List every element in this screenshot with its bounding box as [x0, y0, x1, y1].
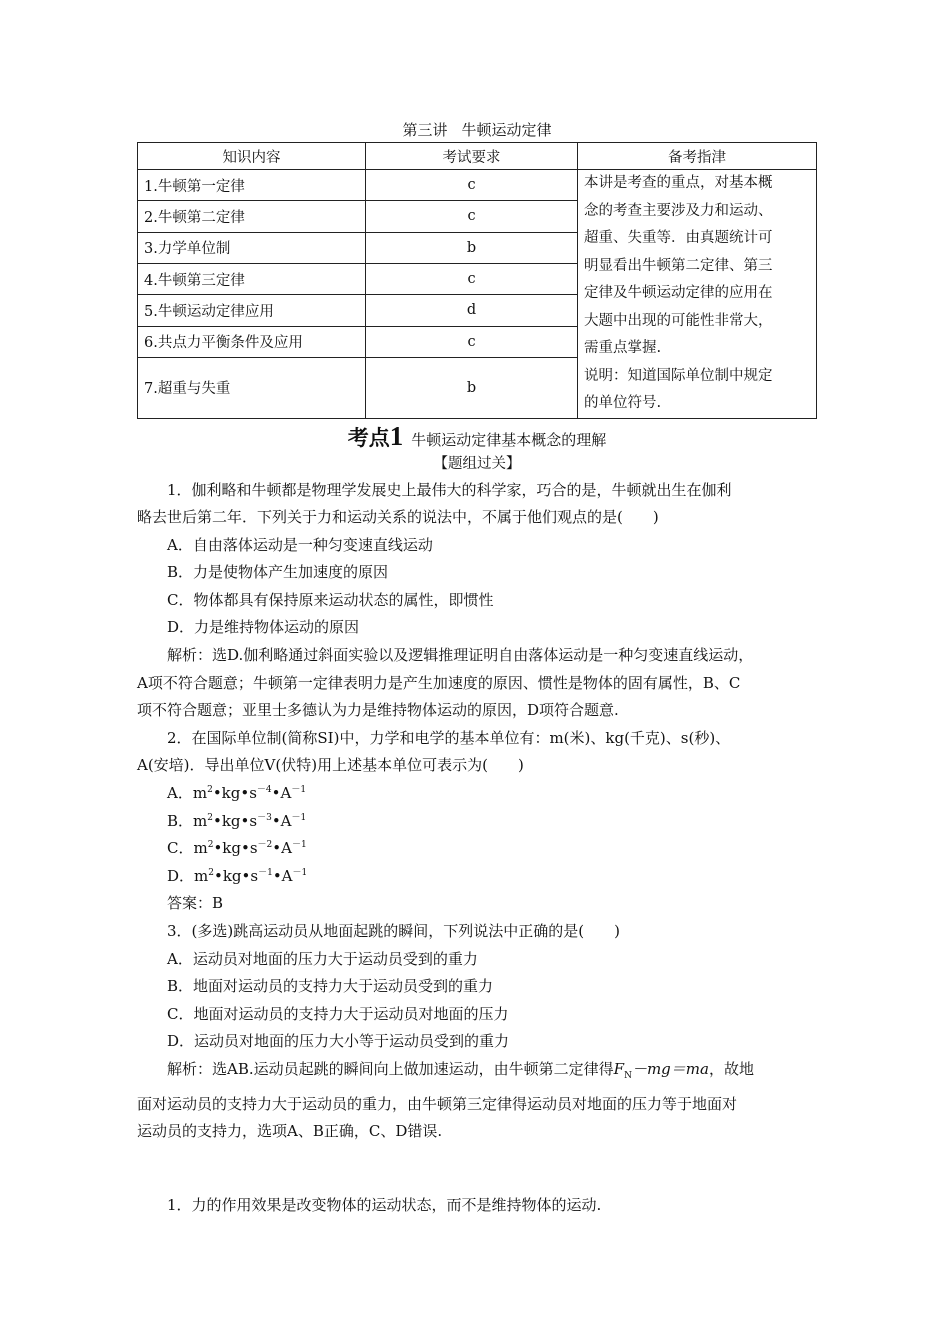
row-item: 1.牛顿第一定律	[138, 170, 366, 201]
title-part1: 第三讲	[402, 121, 448, 139]
table-header-row	[138, 143, 817, 170]
guide-line: 说明：知道国际单位制中规定	[584, 367, 773, 384]
header-guide: 备考指津	[578, 143, 817, 170]
header-knowledge: 知识内容	[138, 143, 366, 170]
guide-line: 明显看出牛顿第二定律、第三	[584, 257, 773, 274]
q1-stem: 1．伽利略和牛顿都是物理学发展史上最伟大的科学家，巧合的是，牛顿就出生在伽利	[167, 480, 732, 499]
row-level: c	[366, 326, 578, 357]
document-page	[137, 118, 817, 1219]
header-requirement: 考试要求	[366, 143, 578, 170]
guide-line: 超重、失重等．由真题统计可	[584, 230, 773, 246]
q1-option-d: D．力是维持物体运动的原因	[167, 618, 360, 637]
q3-analysis-cont: 运动员的支持力，选项A、B正确，C、D错误.	[137, 1122, 443, 1141]
summary-note: 1．力的作用效果是改变物体的运动状态，而不是维持物体的运动.	[167, 1195, 602, 1214]
row-item: 3.力学单位制	[138, 232, 366, 263]
row-item: 7.超重与失重	[138, 357, 366, 418]
guide-cell	[578, 170, 817, 419]
q3-option-a: A．运动员对地面的压力大于运动员受到的重力	[167, 949, 478, 968]
guide-line: 需重点掌握.	[584, 340, 662, 356]
section-title: 牛顿运动定律基本概念的理解	[411, 430, 607, 449]
q2-answer: 答案：B	[167, 894, 224, 913]
q1-stem-cont: 略去世后第二年．下列关于力和运动关系的说法中，不属于他们观点的是( )	[137, 508, 659, 527]
row-item: 4.牛顿第三定律	[138, 263, 366, 294]
guide-line: 定律及牛顿运动定律的应用在	[584, 285, 773, 301]
q1-option-b: B．力是使物体产生加速度的原因	[167, 563, 389, 582]
table-row	[138, 170, 817, 201]
row-level: c	[366, 201, 578, 232]
row-item: 2.牛顿第二定律	[138, 201, 366, 232]
guide-line: 念的考查主要涉及力和运动、	[584, 202, 773, 219]
q2-option-d: D．$m^2•kg•s^{-1}•A^{-1}$	[167, 866, 308, 885]
q1-option-a: A．自由落体运动是一种匀变速直线运动	[167, 535, 433, 554]
q3-analysis: 解析：选AB.运动员起跳的瞬间向上做加速运动，由牛顿第二定律得$F_N-mg=ma$，故地	[167, 1059, 754, 1081]
row-item: 6.共点力平衡条件及应用	[138, 326, 366, 357]
title-part2: 牛顿运动定律	[461, 121, 552, 139]
row-level: b	[366, 232, 578, 263]
guide-line: 大题中出现的可能性非常大，	[584, 312, 773, 329]
q2-option-b: B．$m^2•kg•s^{-3}•A^{-1}$	[167, 811, 307, 830]
section-subtitle: 【题组过关】	[433, 455, 521, 472]
q2-stem: 2．在国际单位制(简称SI)中，力学和电学的基本单位有：m(米)、kg(千克)、s(秒)、	[167, 728, 731, 747]
q3-option-c: C．地面对运动员的支持力大于运动员对地面的压力	[167, 1004, 509, 1023]
q3-option-d: D．运动员对地面的压力大小等于运动员受到的重力	[167, 1032, 510, 1051]
guide-line: 的单位符号.	[584, 395, 662, 411]
kaodian-label: 考点	[347, 425, 390, 450]
row-item: 5.牛顿运动定律应用	[138, 295, 366, 326]
q3-stem: 3．(多选)跳高运动员从地面起跳的瞬间，下列说法中正确的是( )	[167, 922, 620, 940]
requirements-table	[137, 142, 817, 419]
q2-option-c: C．$m^2•kg•s^{-2}•A^{-1}$	[167, 839, 307, 858]
q2-option-a: A．$m^2•kg•s^{-4}•A^{-1}$	[167, 784, 307, 803]
row-level: b	[366, 357, 578, 418]
kaodian-number: 1	[389, 420, 404, 451]
q1-analysis-cont: A项不符合题意；牛顿第一定律表明力是产生加速度的原因、惯性是物体的固有属性，B、C	[137, 673, 741, 692]
guide-line: 本讲是考查的重点，对基本概	[584, 175, 773, 191]
q1-analysis: 解析：选D.伽利略通过斜面实验以及逻辑推理证明自由落体运动是一种匀变速直线运动，	[167, 646, 754, 665]
q2-stem-cont: A(安培)．导出单位V(伏特)用上述基本单位可表示为( )	[137, 756, 524, 775]
q1-analysis-cont: 项不符合题意；亚里士多德认为力是维持物体运动的原因，D项符合题意.	[137, 701, 619, 720]
q3-option-b: B．地面对运动员的支持力大于运动员受到的重力	[167, 977, 494, 996]
page-title	[137, 118, 817, 142]
q1-option-c: C．物体都具有保持原来运动状态的属性，即惯性	[167, 590, 494, 609]
row-level: c	[366, 263, 578, 294]
row-level: d	[366, 295, 578, 326]
row-level: c	[366, 170, 578, 201]
section-heading	[137, 421, 817, 451]
q3-analysis-cont: 面对运动员的支持力大于运动员的重力，由牛顿第三定律得运动员对地面的压力等于地面对	[137, 1094, 738, 1113]
